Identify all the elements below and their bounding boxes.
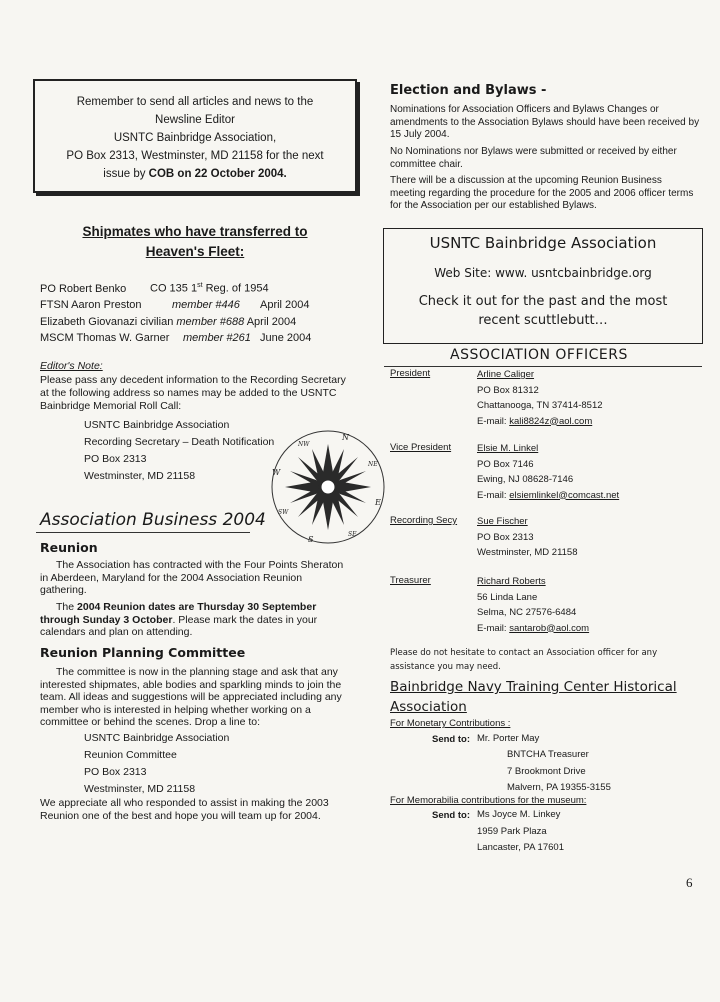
planning-paragraph: The committee is now in the planning stage and ask that any interested shipmates, able bodies and sparkling minds to join the team. All ideas and suggestions will be appreciated including any member who is interested in helping whether working on a committee or behind the scenes. Drop a line to: [40,666,342,728]
officer-role: Treasurer [390,575,431,586]
address-line: BNTCHA Treasurer [507,749,589,760]
reminder-line: USNTC Bainbridge Association, [113,132,277,144]
officer-role: Vice President [390,442,452,453]
compass-label-sw: SW [278,509,289,516]
address-line: Westminster, MD 21158 [84,783,196,795]
website-box-title: USNTC Bainbridge Association [429,234,657,252]
shipmate-member: member #446 [172,299,240,312]
address-line: 1959 Park Plaza [477,825,547,837]
compass-label-ne: NE [368,461,378,468]
compass-label-n: N [342,433,349,442]
address-line: Lancaster, PA 17601 [477,842,564,853]
shipmates-heading-line: Heaven's Fleet: [145,244,245,259]
officer-name: Richard Roberts [477,576,546,587]
address-line: Recording Secretary – Death Notification [84,436,275,448]
text-run: The [56,601,78,613]
shipmate-member: member #688 [176,315,245,328]
memorabilia-address [477,807,564,857]
website-box [383,228,703,344]
shipmates-heading [40,222,350,262]
officer-address-line: Selma, NC 27576-6484 [477,607,577,618]
officer-name: Arline Caliger [477,369,535,380]
compass-label-se: SE [348,531,357,538]
shipmates-heading-line: Shipmates who have transferred to [82,224,308,239]
shipmate-date: April 2004 [260,299,310,312]
officer-role: President [390,368,431,379]
officer-address-line: Ewing, NJ 08628-7146 [477,474,574,485]
shipmate-detail: Reg. of 1954 [202,282,269,295]
compass-rose-icon [268,428,390,546]
reminder-line: Newsline Editor [155,114,235,126]
shipmate-date: June 2004 [260,332,312,345]
address-line: Reunion Committee [84,749,177,761]
officer-address-line: PO Box 7146 [477,458,534,470]
address-line: Mr. Porter May [477,733,540,744]
address-line: USNTC Bainbridge Association [84,732,230,744]
compass-label-s: S [308,535,314,544]
shipmate-name: MSCM Thomas W. Garner [40,332,170,345]
monetary-address-cont [507,747,611,797]
reunion-paragraph: The Association has contracted with the Four Points Sheraton in Aberdeen, Maryland for the 2004 Association Reunion gathering. [40,559,344,596]
list-item [40,297,311,314]
email-label: E-mail: [477,622,510,634]
shipmate-detail: civilian [140,315,174,328]
send-to-label: Send to: [432,734,470,745]
officer-contact [477,367,603,429]
shipmate-detail: CO 135 1 [150,282,198,295]
reminder-line: Remember to send all articles and news to the [76,96,314,108]
officer-email-link[interactable]: kali8824z@aol.com [509,415,593,427]
email-label: E-mail: [477,489,510,501]
memorabilia-contributions-label: For Memorabilia contributions for the museum: [390,795,587,806]
shipmate-date: April 2004 [246,315,297,328]
officer-contact [477,514,578,561]
officer-contact [477,574,589,636]
list-item [40,278,311,297]
reminder-prefix: issue by [103,168,149,180]
officer-contact [477,441,619,503]
officer-email-link[interactable]: elsiemlinkel@comcast.net [509,489,620,501]
committee-address [84,730,229,798]
shipmate-name: PO Robert Benko [40,282,127,295]
compass-label-e: E [375,498,381,507]
address-line: Ms Joyce M. Linkey [477,809,561,820]
monetary-address [477,731,539,748]
list-item [40,314,311,331]
shipmates-list [40,278,311,347]
shipmate-detail-sup: st [197,282,203,289]
reunion-dates: 2004 Reunion dates are Thursday 30 September through Sunday 3 October [40,601,317,626]
editors-note-label: Editor's Note: [40,360,103,372]
address-line: PO Box 2313 [84,453,147,465]
memorial-address [84,417,274,485]
website-url: Web Site: www. usntcbainbridge.org [434,266,652,280]
divider [36,532,250,533]
historical-heading-line: Association [390,699,467,715]
address-line: Westminster, MD 21158 [84,470,196,482]
editors-note-text: Please pass any decedent information to the Recording Secretary at the following address so names may be added to the USNTC Bainbridge Memorial Roll Call: [40,374,346,412]
officer-address-line: Westminster, MD 21158 [477,547,578,558]
contact-officer-note: Please do not hesitate to contact an Association officer for any assistance you may need. [390,648,658,672]
compass-label-w: W [272,468,281,477]
shipmate-name: Elizabeth Giovanazi [40,315,138,328]
planning-committee-heading: Reunion Planning Committee [40,645,246,660]
historical-association-heading [390,677,700,717]
send-to-label: Send to: [432,810,470,821]
address-line: Malvern, PA 19355-3155 [507,782,611,793]
shipmate-member: member #261 [183,332,251,345]
officer-address-line: PO Box 2313 [477,531,534,543]
email-label: E-mail: [477,415,510,427]
officer-name: Elsie M. Linkel [477,443,539,454]
address-line: 7 Brookmont Drive [507,765,586,777]
officer-name: Sue Fischer [477,516,528,527]
list-item [40,330,311,347]
reunion-dates-paragraph [40,601,345,639]
address-line: USNTC Bainbridge Association [84,419,230,431]
officer-address-line: Chattanooga, TN 37414-8512 [477,400,603,411]
officer-role: Recording Secy [390,515,458,526]
officer-address-line: PO Box 81312 [477,384,539,396]
text-run: . Please mark the dates in your calendars and plan on attending. [40,613,318,638]
shipmate-name: FTSN Aaron Preston [40,299,142,312]
monetary-contributions-label: For Monetary Contributions : [390,718,511,729]
editor-reminder-box [33,79,357,193]
election-heading: Election and Bylaws - [390,83,547,98]
reminder-line: PO Box 2313, Westminster, MD 21158 for the next [66,150,324,162]
reminder-line [35,165,355,183]
election-paragraph: There will be a discussion at the upcoming Reunion Business meeting regarding the procedure for the 2005 and 2006 officer terms for the Association per our established Bylaws. [390,175,694,211]
election-paragraph: No Nominations nor Bylaws were submitted or received by either committee chair. [390,146,677,170]
officer-address-line: 56 Linda Lane [477,591,538,603]
address-line: PO Box 2313 [84,766,147,778]
closing-paragraph: We appreciate all who responded to assist in making the 2003 Reunion one of the best and hope you will team up for 2004. [40,797,329,822]
reminder-deadline: COB on 22 October 2004. [148,168,287,180]
page-number: 6 [686,875,693,890]
compass-label-nw: NW [298,441,310,448]
reunion-heading: Reunion [40,540,98,555]
website-tagline: Check it out for the past and the most recent scuttlebutt… [418,294,668,328]
officer-email-link[interactable]: santarob@aol.com [509,622,590,634]
officers-heading: ASSOCIATION OFFICERS [450,347,628,363]
election-paragraph: Nominations for Association Officers and Bylaws Changes or amendments to the Association Bylaws should have been received by 15 July 2004. [390,104,700,140]
association-business-title: Association Business 2004 [40,510,266,530]
historical-heading-line: Bainbridge Navy Training Center Historical [390,679,677,695]
